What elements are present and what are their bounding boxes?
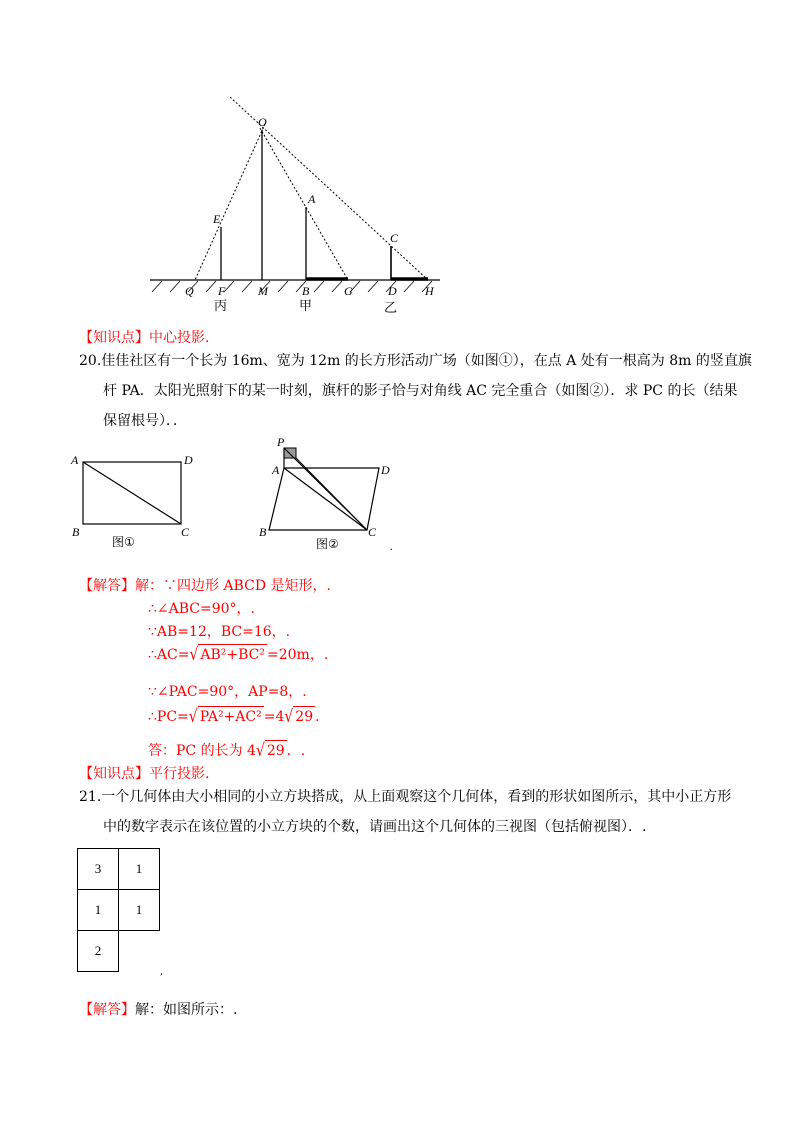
top-view-grid [77, 848, 167, 978]
answer-21-bracket: 【解答】 [79, 1002, 135, 1018]
parallelogram-ABCD [269, 468, 379, 530]
label-D: D [388, 284, 397, 298]
q20-line2: 杆 PA．太阳光照射下的某一时刻，旗杆的影子恰与对角线 AC 完全重合（如图②）．求 PC 的长（结果 [103, 383, 738, 399]
label-C: C [390, 231, 399, 245]
figure-1-rectangle [68, 446, 208, 550]
pc-eq-mid: =4 [263, 709, 285, 725]
diagonal-AC [284, 468, 367, 530]
grid-cell-r1c1: 3 [77, 848, 119, 890]
fig1-label-A: A [71, 453, 79, 467]
fig2-label-A: A [272, 463, 280, 477]
grid-mark: , [160, 966, 164, 977]
pc-radicand: PA²+AC² [198, 706, 264, 727]
light-rays [195, 97, 428, 280]
central-projection-figure [140, 92, 450, 317]
answer-20-line3: ∵AB=12，BC=16，. [148, 624, 291, 640]
grid-cell-r3c1: 2 [77, 930, 119, 972]
label-yi: 乙 [384, 301, 398, 316]
q21-line1: 21.一个几何体由大小相同的小立方块搭成，从上面观察这个几何体，看到的形状如图所示，其中小正方形 [79, 789, 732, 805]
label-bing: 丙 [214, 299, 228, 314]
label-Q: Q [185, 284, 194, 298]
knowledge-point-text: 中心投影. [149, 330, 210, 346]
knowledge-point-bracket: 【知识点】 [79, 330, 149, 346]
fig1-label-B: B [72, 525, 80, 539]
answer-20-line4: ∴AC=√ AB²+BC² =20m，. [148, 645, 329, 665]
grid-cell-r1c2: 1 [118, 848, 160, 890]
pc-eq-prefix: ∴PC= [148, 709, 189, 725]
fig2-label-C: C [368, 525, 377, 539]
fig2-caption: 图② [316, 537, 339, 551]
box-edge-line [296, 458, 367, 530]
knowledge-point-2-bracket: 【知识点】 [79, 766, 149, 782]
fig2-label-D: D [381, 463, 390, 477]
q21-line2: 中的数字表示在该位置的小立方块的个数，请画出这个几何体的三视图（包括俯视图）．. [103, 819, 647, 835]
knowledge-point-2 [79, 764, 209, 784]
final-answer-prefix: 答：PC 的长为 4 [148, 743, 256, 759]
fig1-label-C: C [181, 525, 190, 539]
fig1-caption: 图① [112, 535, 135, 549]
ac-eq-result: =20m，. [267, 647, 329, 663]
q20-line3: 保留根号）．． [103, 413, 187, 429]
final-answer-radicand: 29 [265, 740, 287, 761]
fig2-label-P: P [277, 435, 285, 449]
answer-20-line7: 答：PC 的长为 4√ 29 ．. [148, 741, 306, 761]
figure-2-parallelogram [252, 432, 402, 556]
answer-20-line1 [79, 576, 331, 596]
knowledge-point-2-text: 平行投影. [149, 766, 210, 782]
grid-cell-r2c1: 1 [77, 889, 119, 931]
answer-bracket: 【解答】 [79, 578, 135, 594]
ac-eq-prefix: ∴AC= [148, 647, 190, 663]
q20-line1: 20.佳佳社区有一个长为 16m、宽为 12m 的长方形活动广场（如图①），在点 A 处有一根高为 8m 的竖直旗 [79, 353, 752, 369]
answer-20-line2: ∴∠ABC=90°，. [148, 601, 256, 617]
label-O: O [258, 115, 267, 129]
fig2-dot: . [390, 539, 393, 553]
final-answer-end: ．. [286, 743, 306, 759]
grid-cell-r2c2: 1 [118, 889, 160, 931]
answer-21 [79, 1000, 237, 1020]
pc-eq-end: . [315, 709, 320, 725]
answer-21-text: 解：如图所示：. [135, 1002, 238, 1018]
label-H: H [425, 284, 434, 298]
ac-radicand: AB²+BC² [198, 644, 267, 665]
label-E: E [213, 212, 221, 226]
fig2-label-B: B [259, 525, 267, 539]
diagonal-AC [83, 462, 181, 524]
pc-radicand-2: 29 [293, 706, 315, 727]
label-A: A [308, 192, 316, 206]
label-G: G [344, 284, 353, 298]
label-jia: 甲 [299, 299, 313, 314]
knowledge-point-1 [79, 328, 209, 348]
answer-20-text-1: 解：∵四边形 ABCD 是矩形，. [135, 578, 331, 594]
label-B: B [302, 284, 310, 298]
answer-20-line5: ∵∠PAC=90°，AP=8，. [148, 684, 307, 700]
answer-20-line6: ∴PC=√ PA²+AC² =4√ 29 . [148, 707, 320, 727]
label-F: F [218, 284, 226, 298]
label-M: M [258, 284, 268, 298]
fig1-label-D: D [184, 453, 193, 467]
